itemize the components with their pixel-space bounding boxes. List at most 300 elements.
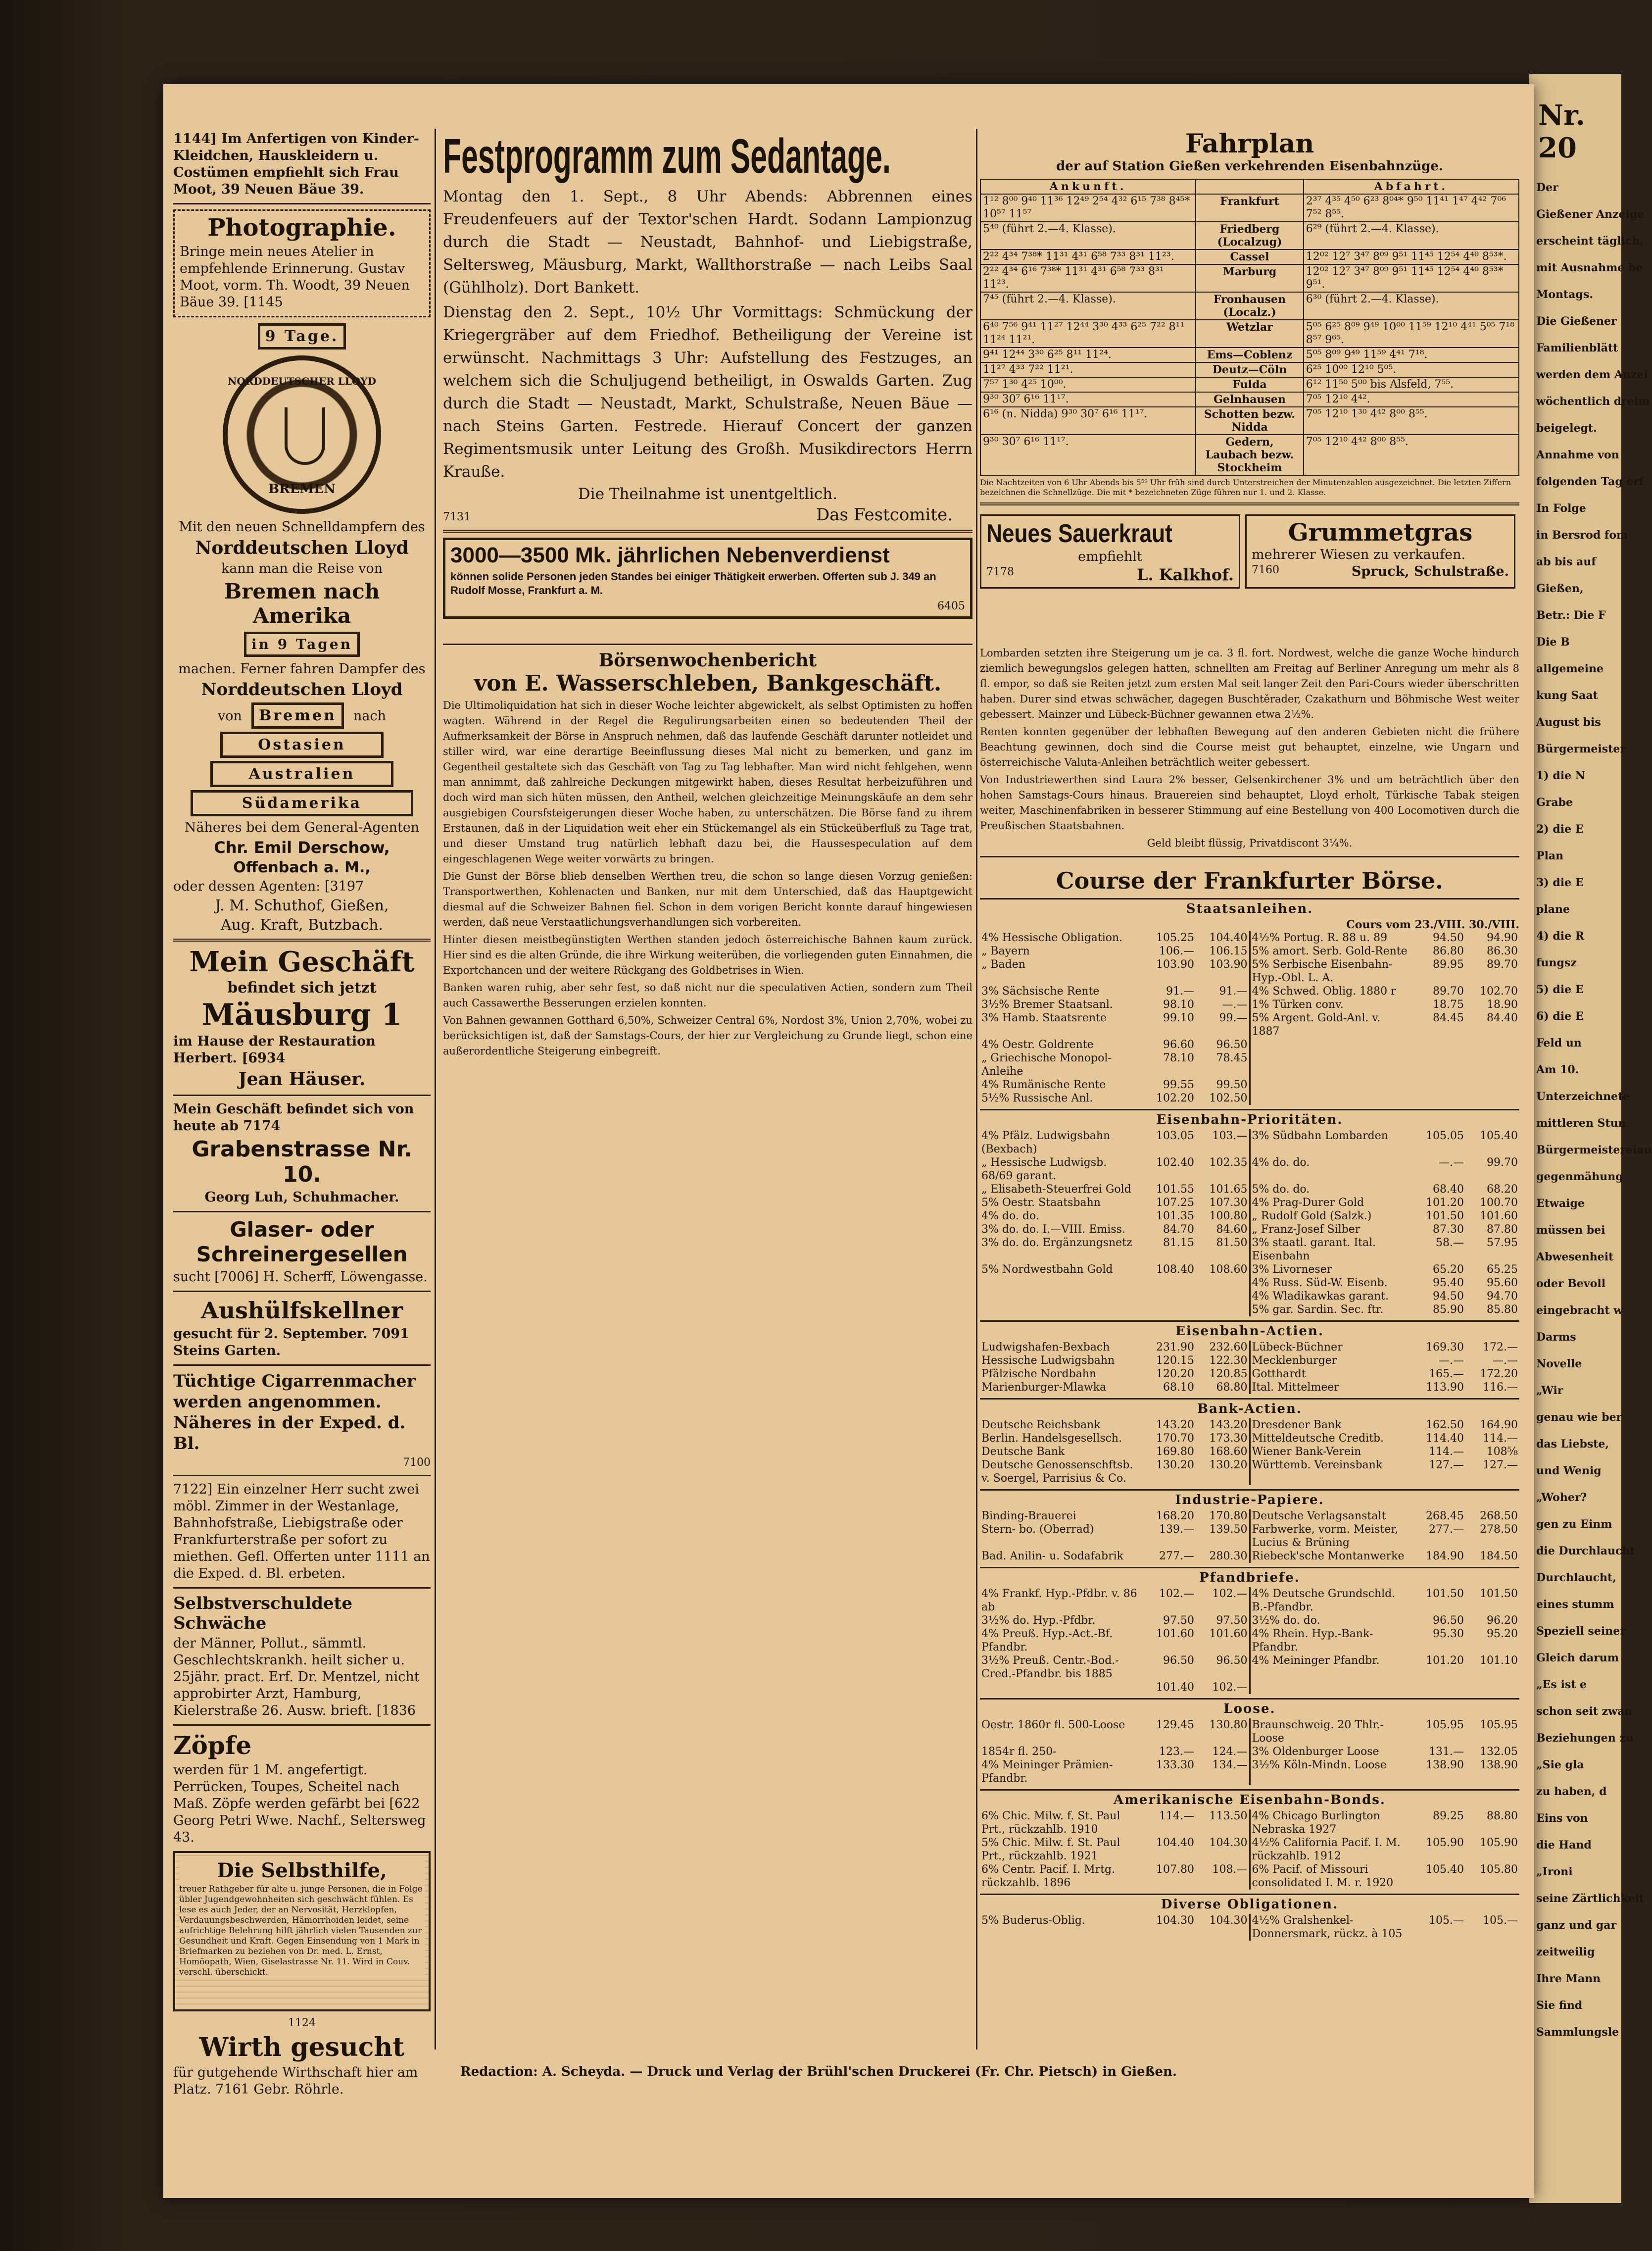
facing-page-line: zu haben, d	[1536, 1785, 1607, 1798]
course-table	[980, 1809, 1519, 1890]
course-section-title: Pfandbriefe.	[980, 1567, 1519, 1585]
course-table	[980, 1418, 1519, 1485]
fahrplan-times: 7⁴⁵ (führt 2.—4. Klasse).	[980, 292, 1196, 320]
course-value: 133.30	[1156, 1759, 1194, 1771]
agent-text: Näheres bei dem General-Agenten	[184, 820, 420, 835]
course-value	[1411, 1051, 1465, 1078]
course-value: 106.15	[1196, 945, 1250, 958]
course-value: 91.—	[1196, 985, 1250, 998]
course-row	[980, 1078, 1519, 1092]
course-value: 103.90	[1156, 958, 1194, 971]
security-name: 4% Frankf. Hyp.-Pfdbr. v. 86 ab	[981, 1588, 1137, 1613]
course-value: 105.—	[1429, 1914, 1464, 1927]
security-name: 3½% do. Hyp.-Pfdbr.	[981, 1614, 1096, 1627]
course-value: 78.45	[1196, 1051, 1250, 1078]
course-value: 105.90	[1426, 1837, 1464, 1849]
course-row	[980, 1836, 1519, 1863]
boerse-paragraph: Geld bleibt flüssig, Privatdiscont 3¼%.	[1147, 837, 1353, 849]
facing-page-line: Novelle	[1536, 1357, 1582, 1370]
facing-page-line: oder Bevoll	[1536, 1277, 1606, 1290]
course-row	[980, 1587, 1519, 1614]
course-value: 277.—	[1429, 1523, 1464, 1536]
fahrplan-times: 1¹² 8⁰⁰ 9⁴⁰ 11³⁶ 12⁴⁹ 2⁵⁴ 4³² 6¹⁵ 7³⁸ 8⁴⁵* 10⁵⁷ 11⁵⁷	[980, 194, 1196, 222]
security-name: Riebeck'sche Montanwerke	[1252, 1550, 1405, 1562]
fahrplan-times: 9³⁰ 30⁷ 6¹⁶ 11¹⁷.	[980, 392, 1196, 407]
security-name: 4% Meininger Prämien-Pfandbr.	[981, 1759, 1113, 1785]
course-value: —.—	[1439, 1354, 1464, 1367]
course-value	[1411, 1681, 1465, 1694]
course-row	[980, 1290, 1519, 1303]
aushuelf-sub: gesucht für 2. September. 7091 Steins Garten.	[173, 1326, 409, 1358]
security-name: 5% gar. Sardin. Sec. ftr.	[1252, 1303, 1384, 1316]
course-value: 102.35	[1196, 1156, 1250, 1183]
course-value: 130.20	[1196, 1458, 1250, 1485]
course-value: 129.45	[1156, 1719, 1194, 1731]
facing-page-line: eines stumm	[1536, 1598, 1614, 1611]
security-name: 3½% Preuß. Centr.-Bod.-Cred.-Pfandbr. bis 1885	[981, 1654, 1119, 1680]
fest-tuesday: Dienstag den 2. Sept., 10½ Uhr Vormittags: Schmückung der Kriegergräber auf dem Friedhof. Betheiligung der Vereine ist erwünscht. Nachmittags 3 Uhr: Aufstellung des Festzuges, an welchem sich die Schuljugend betheiligt, in Oswalds Garten. Zug durch die Stadt — Neustadt, Markt, Schulstraße, Neuen Bäue — nach Steins Garten. Festrede. Hierauf Concert der ganzen Regimentsmusik unter Leitung des Großh. Musikdirectors Herrn Krauße.	[443, 303, 972, 481]
course-value: 105.—	[1483, 1914, 1518, 1927]
course-value: 169.30	[1426, 1341, 1464, 1353]
course-value: 101.50	[1426, 1210, 1464, 1222]
security-name: 5% Argent. Gold-Anl. v. 1887	[1252, 1012, 1381, 1038]
agent-sub: oder dessen Agenten: [3197	[173, 879, 364, 894]
newspaper-page	[163, 84, 1534, 2198]
course-row	[980, 1381, 1519, 1394]
security-name: Ital. Mittelmeer	[1252, 1381, 1339, 1394]
course-value: 89.70	[1433, 985, 1464, 998]
fahrplan-times: 5⁰⁵ 6²⁵ 8⁰⁹ 9⁴⁹ 10⁰⁰ 11⁵⁹ 12¹⁰ 4⁴¹ 5⁰⁵ 7¹⁸ 8⁵⁷ 9⁶⁵.	[1304, 320, 1519, 348]
security-name: Gotthardt	[1252, 1368, 1306, 1380]
course-value: 85.80	[1487, 1303, 1518, 1316]
course-value: 107.30	[1196, 1196, 1250, 1209]
facing-page-line: Durchlaucht,	[1536, 1571, 1616, 1584]
security-name: „ Elisabeth-Steuerfrei Gold	[981, 1183, 1131, 1196]
security-name: 4% Deutsche Grundschld. B.-Pfandbr.	[1252, 1588, 1396, 1613]
course-row	[980, 1718, 1519, 1745]
facing-page-line: Feld un	[1536, 1037, 1582, 1050]
wirth-body: für gutgehende Wirthschaft hier am Platz. 7161 Gebr. Röhrle.	[173, 2065, 418, 2097]
facing-page-line: Die B	[1536, 636, 1570, 649]
fahrplan-title: Fahrplan	[1185, 129, 1314, 159]
fahrplan-times: 6¹² 11⁵⁰ 5⁰⁰ bis Alsfeld, 7⁵⁵.	[1304, 377, 1519, 392]
ad-zimmer: 7122] Ein einzelner Herr sucht zwei möbl. Zimmer in der Westanlage, Bahnhofstraße, Liebigstraße oder Frankfurterstraße per sofort zu miethen. Gefl. Offerten unter 1111 an die Exped. d. Bl. erbeten.	[173, 1482, 430, 1581]
boerse-paragraph: Die Gunst der Börse blieb denselben Werthen treu, die schon so lange diesen Vorzug genießen: Transportwerthen, Kohlenacten und Banken, nur mit dem Unterschied, daß das Hauptgewicht diesmal auf die Schweizer Bahnen fiel. Schon in dem vorigen Bericht konnte darauf hingewiesen werden, daß neue Verstaatlichungsverhandlungen sich vorbereiten.	[443, 870, 972, 928]
geschaeft-body: im Hause der Restauration Herbert. [6934	[173, 1034, 376, 1066]
course-value: 164.90	[1480, 1419, 1518, 1431]
facing-page	[1529, 74, 1652, 2203]
facing-page-line: Der	[1536, 181, 1558, 194]
security-name: 3% Hamb. Staatsrente	[981, 1012, 1107, 1024]
security-name: Hessische Ludwigsbahn	[981, 1354, 1115, 1367]
facing-page-line: Bürgermeistereiau	[1536, 1144, 1652, 1156]
course-value: 81.15	[1163, 1237, 1194, 1249]
facing-page-line: beigelegt.	[1536, 422, 1597, 435]
grummet-name: Spruck, Schulstraße.	[1351, 564, 1509, 579]
course-value: 123.—	[1159, 1746, 1194, 1758]
fahrplan-row	[980, 407, 1519, 435]
agent-local: Aug. Kraft, Butzbach.	[220, 916, 384, 934]
lloyd-text: Mit den neuen Schnelldampfern des	[179, 519, 425, 535]
security-name: 4% Wladikawkas garant.	[1252, 1290, 1389, 1302]
fahrplan-header-abfahrt: Abfahrt.	[1304, 179, 1519, 194]
zoepfe-title: Zöpfe	[173, 1731, 252, 1760]
schwaeche-title: Selbstverschuldete Schwäche	[173, 1594, 352, 1633]
security-name: „ Franz-Josef Silber	[1252, 1223, 1360, 1236]
wirth-title: Wirth gesucht	[199, 2032, 405, 2062]
course-value: 173.30	[1196, 1432, 1250, 1445]
course-value: 100.80	[1196, 1209, 1250, 1223]
course-value: 184.50	[1480, 1550, 1518, 1562]
course-value: 101.20	[1426, 1197, 1464, 1209]
course-value: 172.—	[1483, 1341, 1518, 1353]
course-value: 101.60	[1156, 1628, 1194, 1640]
fest-free: Die Theilnahme ist unentgeltlich.	[578, 485, 838, 503]
course-value: 170.80	[1196, 1509, 1250, 1523]
security-name	[1250, 1051, 1411, 1078]
security-name: Deutsche Genossenschftsb. v. Soergel, Parrisius & Co.	[981, 1459, 1133, 1485]
facing-page-line: kung Saat	[1536, 689, 1598, 702]
course-row	[980, 1209, 1519, 1223]
course-value: 120.20	[1156, 1368, 1194, 1380]
course-value: 89.25	[1433, 1810, 1464, 1822]
fest-sign: Das Festcomite.	[816, 505, 953, 525]
facing-page-line: 4) die R	[1536, 930, 1585, 943]
course-value: 165.—	[1429, 1368, 1464, 1380]
course-value: 81.50	[1196, 1236, 1250, 1263]
course-value: 101.40	[1156, 1681, 1194, 1694]
course-value: 102.—	[1196, 1587, 1250, 1614]
course-value: 143.20	[1156, 1419, 1194, 1431]
fahrplan-row	[980, 194, 1519, 222]
course-value: 108.—	[1196, 1863, 1250, 1890]
fest-no: 7131	[443, 511, 471, 523]
course-value: 68.80	[1196, 1381, 1250, 1394]
security-name: 4% Oestr. Goldrente	[981, 1039, 1094, 1051]
security-name: Deutsche Reichsbank	[981, 1419, 1101, 1431]
days-box: 9 Tage.	[258, 323, 346, 350]
course-value: 132.05	[1480, 1746, 1518, 1758]
security-name: 4% Rumänische Rente	[981, 1079, 1106, 1091]
course-value: 86.80	[1433, 945, 1464, 957]
course-value	[1465, 1038, 1519, 1051]
fahrplan-times: 6²⁵ 10⁰⁰ 12¹⁰ 5⁰⁵.	[1304, 362, 1519, 377]
course-table	[980, 1509, 1519, 1563]
security-name: 6% Chic. Milw. f. St. Paul Prt., rückzahlb. 1910	[981, 1810, 1120, 1836]
course-value: —.—	[1439, 1156, 1464, 1169]
course-value	[1411, 1038, 1465, 1051]
course-table	[980, 931, 1519, 1105]
lloyd-text: machen. Ferner fahren Dampfer des	[178, 661, 426, 677]
fahrplan-times: 9³⁰ 30⁷ 6¹⁶ 11¹⁷.	[980, 435, 1196, 475]
fahrplan-row	[980, 320, 1519, 348]
course-value: —.—	[1196, 998, 1250, 1011]
facing-page-line: das Liebste,	[1536, 1438, 1609, 1451]
lloyd-route: Bremen nach Amerika	[224, 579, 380, 628]
facing-page-line: in Bersrod fom	[1536, 529, 1628, 542]
course-table	[980, 1718, 1519, 1785]
facing-page-line: Annahme von	[1536, 449, 1619, 461]
course-value: 101.35	[1156, 1210, 1194, 1222]
course-row	[980, 1523, 1519, 1550]
course-row	[980, 1129, 1519, 1156]
lloyd-name: Norddeutschen Lloyd	[201, 680, 403, 700]
boerse-continuation	[980, 644, 1519, 1941]
security-name	[1250, 1092, 1411, 1105]
facing-page-line: „Es ist e	[1536, 1678, 1587, 1691]
course-value: 101.20	[1426, 1654, 1464, 1667]
course-value: 231.90	[1156, 1341, 1194, 1353]
course-value: 87.30	[1433, 1223, 1464, 1236]
security-name: 6% Pacif. of Missouri consolidated I. M. r. 1920	[1252, 1863, 1394, 1889]
course-row	[980, 1092, 1519, 1105]
nebenverdienst-body: können solide Personen jeden Standes bei einiger Thätigkeit erwerben. Offerten sub J. 349 an Rudolf Mosse, Frankfurt a. M.	[450, 570, 936, 597]
course-value: 139.50	[1196, 1523, 1250, 1550]
course-value: 139.—	[1159, 1523, 1194, 1536]
course-value	[1411, 1078, 1465, 1092]
course-value: 94.50	[1433, 932, 1464, 944]
fahrplan-note: Die Nachtzeiten von 6 Uhr Abends bis 5⁵⁹ Uhr früh sind durch Unterstreichen der Minutenzahlen ausgezeichnet. Die letzten Ziffern bezeichnen die Schnellzüge. Die mit * bezeichneten Züge führen nur 1. und 2. Klasse.	[980, 478, 1511, 497]
course-value: 89.95	[1433, 958, 1464, 971]
course-value: 94.50	[1433, 1290, 1464, 1302]
course-value: 101.60	[1196, 1627, 1250, 1654]
facing-page-line: 3) die E	[1536, 876, 1584, 889]
course-value: 169.80	[1156, 1446, 1194, 1458]
grummet-no: 7160	[1252, 564, 1279, 576]
course-value: —.—	[1493, 1354, 1518, 1367]
fahrplan-row	[980, 392, 1519, 407]
security-name: 5% Oestr. Staatsbahn	[981, 1197, 1101, 1209]
security-name: Marienburger-Mlawka	[981, 1381, 1107, 1394]
course-value: 127.—	[1483, 1459, 1518, 1471]
course-value: 268.50	[1480, 1510, 1518, 1522]
footer-imprint: Redaction: A. Scheyda. — Druck und Verlag der Brühl'schen Druckerei (Fr. Chr. Pietsch) in Gießen.	[460, 2064, 1177, 2079]
security-name: 4% do. do.	[981, 1210, 1039, 1222]
course-section-title: Amerikanische Eisenbahn-Bonds.	[980, 1789, 1519, 1807]
fahrplan-station: Gedern, Laubach bezw. Stockheim	[1196, 435, 1304, 475]
security-name: Deutsche Bank	[981, 1446, 1065, 1458]
boerse-paragraph: Renten konnten gegenüber der lebhaften Bewegung auf den anderen Gebieten nicht die frühere Beachtung gewinnen, doch sind die Course meist gut behauptet, einzelne, wie Ungarn und österreichische Valuta-Anleihen beträchtlich weiter gebessert.	[980, 726, 1519, 768]
course-value: 114.—	[1159, 1810, 1194, 1822]
lloyd-seal	[223, 355, 381, 514]
days-box: in 9 Tagen	[244, 632, 360, 657]
ad-photographie-body: Bringe mein neues Atelier in empfehlende Erinnerung. Gustav Moot, vorm. Th. Woodt, 39 Neuen Bäue 39. [1145	[180, 244, 410, 310]
boerse-title: Börsenwochenbericht	[598, 650, 817, 671]
security-name: 5½% Russische Anl.	[981, 1092, 1093, 1104]
course-row	[980, 1627, 1519, 1654]
security-name	[1250, 1078, 1411, 1092]
course-table	[980, 1914, 1519, 1941]
course-value	[1465, 1078, 1519, 1092]
course-value: 68.10	[1163, 1381, 1194, 1394]
fahrplan-station: Cassel	[1196, 250, 1304, 264]
course-value: 100.70	[1480, 1197, 1518, 1209]
security-name: 5% Chic. Milw. f. St. Paul Prt., rückzahlb. 1921	[981, 1837, 1120, 1862]
security-name	[980, 1276, 1142, 1290]
course-value: 277.—	[1159, 1550, 1194, 1562]
ad-nebenverdienst	[443, 538, 972, 619]
course-value: 108.40	[1156, 1263, 1194, 1276]
security-name: 3% Livorneser	[1252, 1263, 1332, 1276]
course-value: 232.60	[1196, 1341, 1250, 1354]
fahrplan-times: 7⁰⁵ 12¹⁰ 4⁴².	[1304, 392, 1519, 407]
course-value: 124.—	[1196, 1745, 1250, 1758]
facing-page-line: Am 10.	[1536, 1063, 1579, 1076]
facing-page-line: Abwesenheit	[1536, 1251, 1614, 1263]
column-divider	[976, 129, 977, 2050]
course-value: 184.90	[1426, 1550, 1464, 1562]
course-value: 94.90	[1487, 932, 1518, 944]
grummet-title: Grummetgras	[1288, 519, 1473, 547]
course-value	[1465, 1681, 1519, 1694]
fahrplan-station: Fronhausen (Localz.)	[1196, 292, 1304, 320]
fahrplan-times: 7⁰⁵ 12¹⁰ 4⁴² 8⁰⁰ 8⁵⁵.	[1304, 435, 1519, 475]
course-row	[980, 1038, 1519, 1051]
facing-page-line: 5) die E	[1536, 983, 1584, 996]
course-row	[980, 1914, 1519, 1941]
fahrplan-station: Wetzlar	[1196, 320, 1304, 348]
course-value: 101.65	[1196, 1183, 1250, 1196]
security-name: 4% Chicago Burlington Nebraska 1927	[1252, 1810, 1380, 1836]
course-value: 120.85	[1196, 1367, 1250, 1381]
security-name: 3% Südbahn Lombarden	[1252, 1130, 1388, 1142]
boerse-paragraph: Hinter diesen meistbegünstigten Werthen standen jedoch österreichische Bahnen kaum zurück. Hier sind es die alten Gründe, die ihre Wirkung weiterüben, die vorliegenden guten Einnahmen, die Exportchancen und der weitere Rückgang des Goldbetrises in Wien.	[443, 934, 972, 976]
security-name: Bad. Anilin- u. Sodafabrik	[981, 1550, 1124, 1562]
course-value: 89.70	[1487, 958, 1518, 971]
course-row	[980, 1681, 1519, 1694]
course-value: 96.50	[1196, 1038, 1250, 1051]
course-value: 95.20	[1487, 1628, 1518, 1640]
security-name	[980, 1303, 1142, 1316]
ad-tailoring: 1144] Im Anfertigen von Kinder-Kleidchen, Hauskleidern u. Costümen empfiehlt sich Frau Moot, 39 Neuen Bäue 39.	[173, 131, 419, 197]
course-value: 104.30	[1156, 1914, 1194, 1927]
course-value: 114.—	[1429, 1446, 1464, 1458]
security-name: Pfälzische Nordbahn	[981, 1368, 1097, 1380]
sauerkraut-title: Neues Sauerkraut	[986, 519, 1172, 548]
facing-page-line: „Ironi	[1536, 1865, 1573, 1878]
fahrplan-row	[980, 292, 1519, 320]
course-value	[1142, 1276, 1196, 1290]
course-row	[980, 985, 1519, 998]
column-divider	[435, 129, 436, 2050]
fahrplan-times: 11²⁷ 4³³ 7²² 11²¹.	[980, 362, 1196, 377]
course-table	[980, 1341, 1519, 1394]
security-name: 1% Türken conv.	[1252, 999, 1344, 1011]
security-name: Wiener Bank-Verein	[1252, 1446, 1361, 1458]
course-value: 96.50	[1196, 1654, 1250, 1681]
security-name: Stern- bo. (Oberrad)	[981, 1523, 1094, 1536]
security-name: 1854r fl. 250-	[981, 1746, 1057, 1758]
course-value: 172.20	[1480, 1368, 1518, 1380]
course-row	[980, 931, 1519, 945]
course-row	[980, 998, 1519, 1011]
security-name: „ Hessische Ludwigsb. 68/69 garant.	[981, 1156, 1107, 1182]
facing-page-line: 6) die E	[1536, 1010, 1584, 1023]
security-name: „ Griechische Monopol-Anleihe	[981, 1052, 1112, 1078]
course-row	[980, 1758, 1519, 1785]
boerse-paragraph: Von Industriewerthen sind Laura 2% besser, Gelsenkirchener 3% und um beträchtlich über den hohen Samstags-Cours hinaus. Brauereien sind behauptet, Lloyd erholt, Türkische Tabak steigen weiter, Maschinenfabriken in besserer Stimmung auf eine Bestellung von 400 Locomotiven durch die Preußischen Staatsbahnen.	[980, 774, 1519, 832]
course-value: 107.80	[1156, 1863, 1194, 1876]
fahrplan-times: 7⁵⁷ 1³⁰ 4²⁵ 10⁰⁰.	[980, 377, 1196, 392]
course-row	[980, 1863, 1519, 1890]
security-name: 5% Nordwestbahn Gold	[981, 1263, 1113, 1276]
facing-page-line: Etwaige	[1536, 1197, 1585, 1210]
security-name: 3% Oldenburger Loose	[1252, 1746, 1379, 1758]
course-value: 108.60	[1196, 1263, 1250, 1276]
fahrplan-row	[980, 348, 1519, 362]
course-value: 85.90	[1433, 1303, 1464, 1316]
course-value: 101.10	[1480, 1654, 1518, 1667]
course-value: 94.70	[1487, 1290, 1518, 1302]
course-row	[980, 1263, 1519, 1276]
course-value	[1465, 1092, 1519, 1105]
security-name: 3% Sächsische Rente	[981, 985, 1100, 998]
facing-page-line: Ihre Mann	[1536, 1972, 1601, 1985]
course-value: 138.90	[1426, 1759, 1464, 1771]
course-row	[980, 1196, 1519, 1209]
ad-luh: Mein Geschäft befindet sich von heute ab 7174	[173, 1101, 414, 1134]
course-value: 18.90	[1487, 999, 1518, 1011]
facing-page-line: Gießen,	[1536, 582, 1584, 595]
facing-page-line: gen zu Einm	[1536, 1518, 1612, 1531]
course-value: 68.20	[1487, 1183, 1518, 1196]
course-value: 105.95	[1426, 1719, 1464, 1731]
course-value: 68.40	[1433, 1183, 1464, 1196]
grabenstrasse: Grabenstrasse Nr. 10.	[192, 1137, 412, 1187]
fahrplan-station: Frankfurt	[1196, 194, 1304, 222]
ad-grummet	[1245, 514, 1515, 589]
course-value: 113.50	[1196, 1809, 1250, 1836]
cigarren-no: 7100	[403, 1456, 431, 1469]
course-value: 120.15	[1156, 1354, 1194, 1367]
security-name: 3% staatl. garant. Ital. Eisenbahn	[1252, 1237, 1376, 1262]
glaser-sub: sucht [7006] H. Scherff, Löwengasse.	[173, 1269, 428, 1285]
facing-page-line: zeitweilig	[1536, 1946, 1595, 1958]
boerse-paragraph: Die Ultimoliquidation hat sich in dieser Woche leichter abgewickelt, als selbst Optimisten zu hoffen wagten. Während in der Regel die Regulirungsarbeiten einen so bedeutenden Theil der Aufmerksamkeit der Börse in Anspruch nehmen, daß das laufende Geschäft darunter notleidet und stiller wird, war eine derartige Beeinflussung dieses Mal nicht zu bemerken, und ganz im Gegentheil gestaltete sich das Geschäft von Tag zu Tag lebhafter. Man wird nicht fehlgehen, wenn man annimmt, daß zahlreiche Deckungen mitgewirkt haben, dieses Resultat herbeizuführen und doch wird man sich hüten müssen, den Antheil, welchen gleichzeitige Meinungskäufe an dem sehr ausgiebigen Coursfsteigerungen dieser Woche haben, zu unterschätzen. Die Börse fand zu ihrem Erstaunen, daß in der Liquidation weit eher ein Stückemangel als ein Stückeüberfluß zu Tage trat, und dieser Umstand trug natürlich lebhaft dazu bei, die Haussespeculation auf dem eingeschlagenen Wege weiter vorwärts zu bringen.	[443, 700, 972, 865]
course-value: 84.60	[1196, 1223, 1250, 1236]
seal-bottom-text: BREMEN	[268, 482, 336, 497]
course-value: 96.50	[1163, 1654, 1194, 1667]
course-value: 103.90	[1196, 958, 1250, 985]
course-value: 104.30	[1196, 1914, 1250, 1941]
course-value: 102.—	[1159, 1588, 1194, 1600]
geschaeft-owner: Jean Häuser.	[238, 1069, 366, 1090]
seal-top-text: NORDDEUTSCHER LLOYD	[228, 375, 376, 387]
security-name: Braunschweig. 20 Thlr.-Loose	[1252, 1719, 1384, 1745]
course-row	[980, 1418, 1519, 1432]
destination-bremen: Bremen	[251, 702, 344, 729]
course-value	[1196, 1303, 1250, 1316]
facing-page-line: Sie find	[1536, 1999, 1583, 2012]
course-value: 105.95	[1480, 1719, 1518, 1731]
course-section-title: Staatsanleihen.	[980, 898, 1519, 916]
course-row	[980, 958, 1519, 985]
security-name: 4% do. do.	[1252, 1156, 1310, 1169]
course-value	[1142, 1290, 1196, 1303]
course-value: 18.75	[1433, 999, 1464, 1011]
course-value: 101.50	[1426, 1588, 1464, 1600]
course-row	[980, 945, 1519, 958]
facing-page-line: Die Gießener	[1536, 315, 1617, 328]
course-section-title: Eisenbahn-Prioritäten.	[980, 1109, 1519, 1127]
facing-page-header: Nr. 20	[1538, 99, 1586, 164]
grummet-sub: mehrerer Wiesen zu verkaufen.	[1252, 547, 1466, 562]
ad-photographie	[173, 209, 431, 317]
fahrplan-row	[980, 435, 1519, 475]
fahrplan-row	[980, 362, 1519, 377]
sauerkraut-sub: empfiehlt	[1078, 549, 1142, 564]
fahrplan-times: 7⁰⁵ 12¹⁰ 1³⁰ 4⁴² 8⁰⁰ 8⁵⁵.	[1304, 407, 1519, 435]
